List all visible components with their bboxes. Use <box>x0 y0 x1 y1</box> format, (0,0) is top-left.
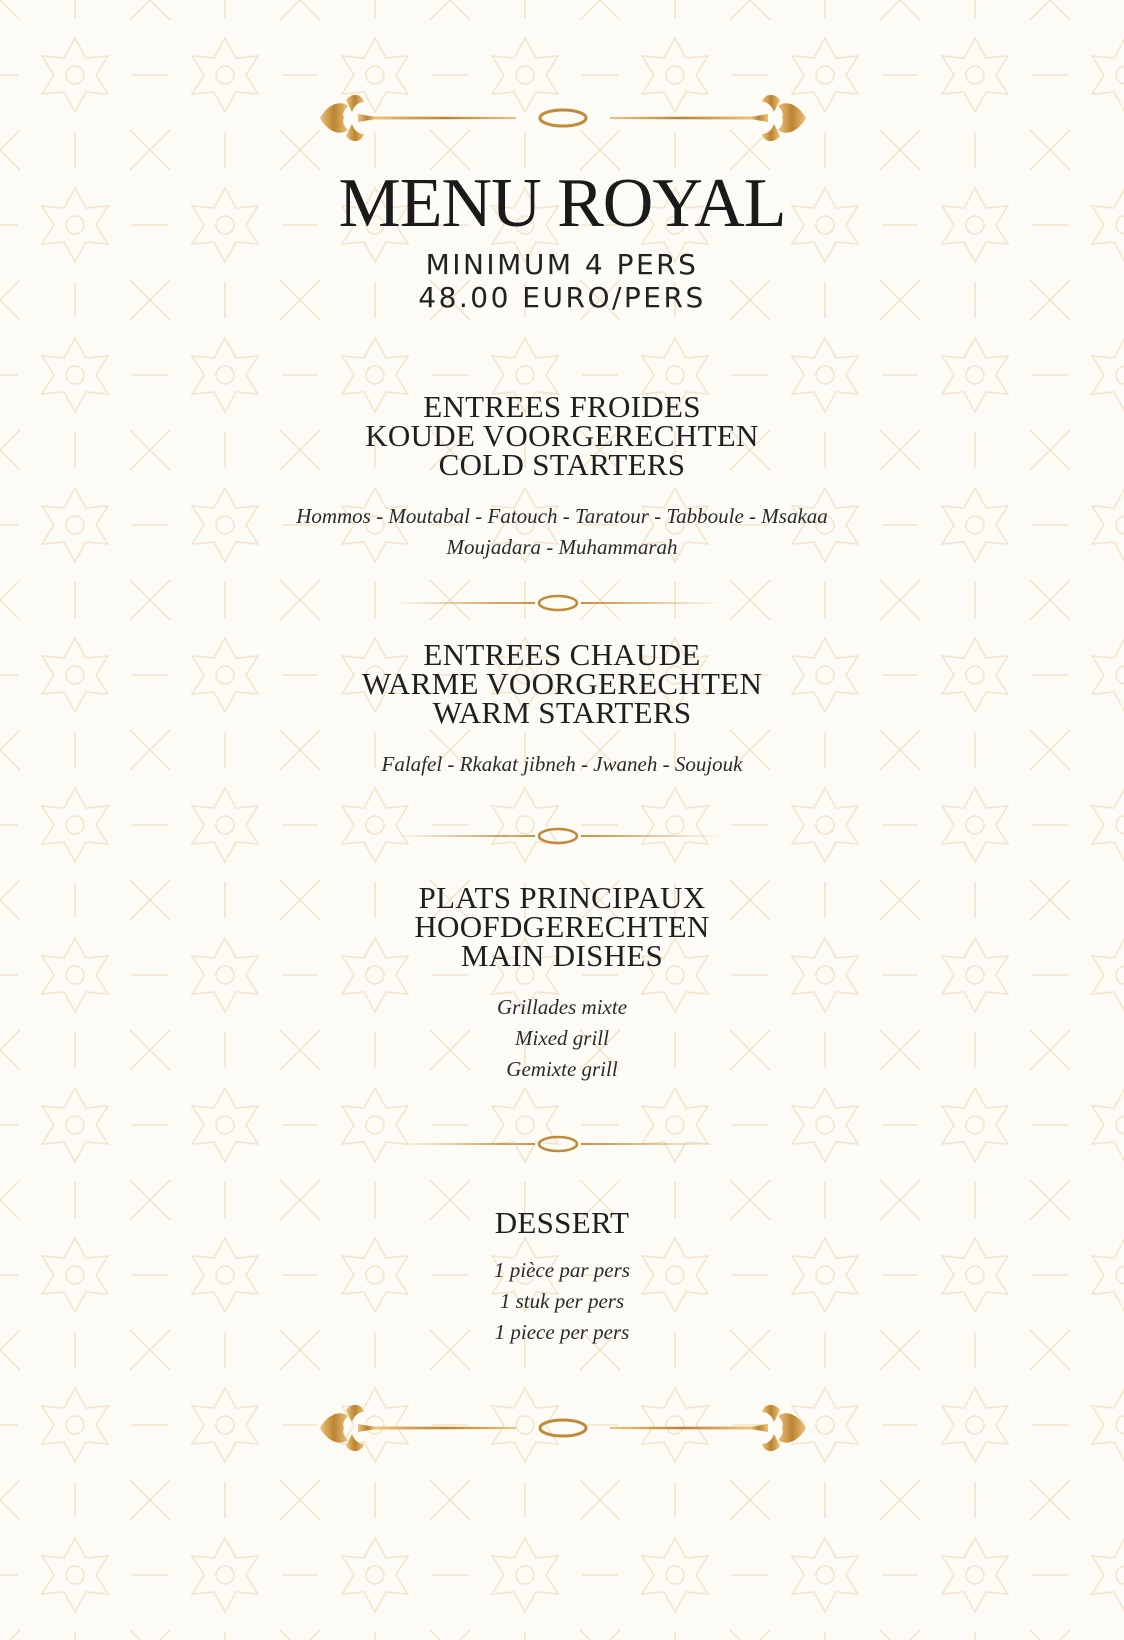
menu-item: Gemixte grill <box>506 1057 618 1081</box>
menu-item: Hommos - Moutabal - Fatouch - Taratour - Tabboule - Msakaa <box>296 504 828 528</box>
section-title-fr: ENTREES CHAUDE <box>423 637 701 672</box>
section-title-en: COLD STARTERS <box>438 447 686 482</box>
section-dessert <box>0 1205 1124 1348</box>
section-warm-starters <box>0 637 1124 780</box>
section-title: DESSERT <box>494 1205 630 1240</box>
floral-divider-icon <box>318 90 808 146</box>
section-title-en: WARM STARTERS <box>432 695 692 730</box>
menu-item: 1 stuk per pers <box>499 1289 625 1313</box>
menu-item: Grillades mixte <box>496 995 628 1019</box>
price-per-person: 48.00 EURO/PERS <box>418 281 706 314</box>
section-title-fr: ENTREES FROIDES <box>423 389 701 424</box>
section-title-en: MAIN DISHES <box>460 938 664 973</box>
section-title-nl: HOOFDGERECHTEN <box>414 909 710 944</box>
section-cold-starters <box>0 389 1124 563</box>
section-title-nl: KOUDE VOORGERECHTEN <box>365 418 759 453</box>
menu-item: Falafel - Rkakat jibneh - Jwaneh - Soujouk <box>381 752 743 776</box>
minimum-persons: MINIMUM 4 PERS <box>425 248 699 281</box>
menu-item: Mixed grill <box>515 1026 609 1050</box>
section-title-fr: PLATS PRINCIPAUX <box>418 880 706 915</box>
menu-item: 1 piece per pers <box>494 1320 630 1344</box>
floral-divider-icon <box>318 1400 808 1456</box>
menu-item: Moujadara - Muhammarah <box>446 535 678 559</box>
oval-divider-icon <box>395 592 721 614</box>
oval-divider-icon <box>395 1133 721 1155</box>
menu-title: MENU ROYAL <box>338 165 786 242</box>
section-main-dishes <box>0 880 1124 1085</box>
oval-divider-icon <box>395 825 721 847</box>
section-title-nl: WARME VOORGERECHTEN <box>361 666 763 701</box>
menu-item: 1 pièce par pers <box>494 1258 630 1282</box>
